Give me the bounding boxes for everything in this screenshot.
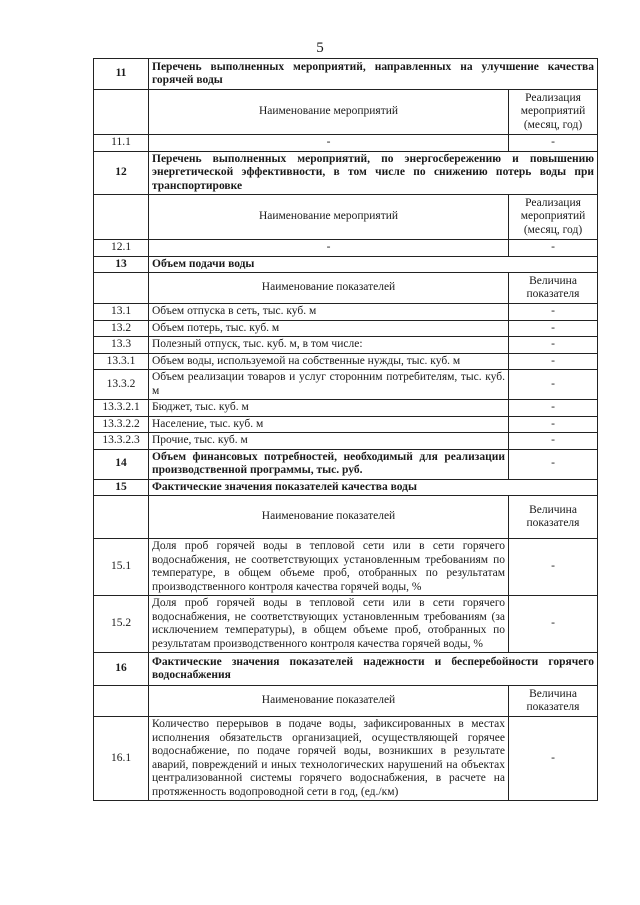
section-15-columns	[94, 496, 598, 539]
section-12-columns	[94, 195, 598, 240]
row-value: -	[509, 353, 598, 370]
row-name: Количество перерывов в подаче воды, зафиксированных в местах исполнения обязательств организацией, осуществляющей горячее водоснабжение, по подаче горячей воды, возникших в результате аварий, повреждений и иных технологических нарушений на объектах централизованной системы горячего водоснабжения, в расчете на протяженность водопроводной сети в год, (ед./км)	[149, 717, 509, 801]
row-name: Бюджет, тыс. куб. м	[149, 400, 509, 417]
section-title: Фактические значения показателей качества воды	[149, 479, 598, 496]
table-row	[94, 400, 598, 417]
section-title: Перечень выполненных мероприятий, направленных на улучшение качества горячей воды	[149, 59, 598, 90]
empty-cell	[94, 273, 149, 304]
empty-cell	[94, 195, 149, 240]
row-number: 13.3.2.3	[94, 433, 149, 450]
row-value: -	[509, 539, 598, 596]
section-11-header	[94, 59, 598, 90]
column-header-value: Величина показателя	[509, 686, 598, 717]
table-row	[94, 304, 598, 321]
row-number: 13.3.2.1	[94, 400, 149, 417]
row-value: -	[509, 337, 598, 354]
section-title: Объем финансовых потребностей, необходимый для реализации производственной программы, тыс. руб.	[149, 449, 509, 479]
section-number: 13	[94, 256, 149, 273]
row-name: Прочие, тыс. куб. м	[149, 433, 509, 450]
table-row	[94, 320, 598, 337]
table-row	[94, 353, 598, 370]
table-row	[94, 240, 598, 257]
column-header-name: Наименование мероприятий	[149, 90, 509, 135]
row-number: 13.3.2	[94, 370, 149, 400]
row-number: 15.1	[94, 539, 149, 596]
section-value: -	[509, 449, 598, 479]
row-name: -	[149, 240, 509, 257]
row-number: 15.2	[94, 596, 149, 653]
row-number: 13.3	[94, 337, 149, 354]
section-12-header	[94, 151, 598, 195]
section-13-columns	[94, 273, 598, 304]
empty-cell	[94, 686, 149, 717]
section-15-header	[94, 479, 598, 496]
row-value: -	[509, 135, 598, 152]
row-name: Объем воды, используемой на собственные нужды, тыс. куб. м	[149, 353, 509, 370]
row-number: 16.1	[94, 717, 149, 801]
row-number: 13.1	[94, 304, 149, 321]
row-value: -	[509, 596, 598, 653]
section-number: 11	[94, 59, 149, 90]
section-number: 12	[94, 151, 149, 195]
table-row	[94, 416, 598, 433]
row-number: 11.1	[94, 135, 149, 152]
row-number: 12.1	[94, 240, 149, 257]
section-title: Перечень выполненных мероприятий, по энергосбережению и повышению энергетической эффективности, в том числе по снижению потерь воды при транспортировке	[149, 151, 598, 195]
row-value: -	[509, 370, 598, 400]
section-13-header	[94, 256, 598, 273]
column-header-name: Наименование показателей	[149, 496, 509, 539]
column-header-value: Величина показателя	[509, 496, 598, 539]
column-header-value: Реализация мероприятий (месяц, год)	[509, 195, 598, 240]
row-value: -	[509, 320, 598, 337]
section-number: 15	[94, 479, 149, 496]
row-number: 13.3.1	[94, 353, 149, 370]
page-number: 5	[316, 40, 324, 56]
row-name: Доля проб горячей воды в тепловой сети или в сети горячего водоснабжения, не соответствующих установленным требованиям по температуре, в общем объеме проб, отобранных по результатам производственного контроля качества горячей воды, %	[149, 539, 509, 596]
column-header-value: Величина показателя	[509, 273, 598, 304]
empty-cell	[94, 90, 149, 135]
table-row	[94, 135, 598, 152]
table-row	[94, 337, 598, 354]
section-number: 16	[94, 653, 149, 686]
table-row	[94, 433, 598, 450]
row-value: -	[509, 400, 598, 417]
row-name: Объем реализации товаров и услуг сторонним потребителям, тыс. куб. м	[149, 370, 509, 400]
row-name: -	[149, 135, 509, 152]
column-header-name: Наименование показателей	[149, 273, 509, 304]
column-header-name: Наименование показателей	[149, 686, 509, 717]
table-row	[94, 370, 598, 400]
report-table	[93, 58, 598, 801]
section-14-header	[94, 449, 598, 479]
section-title: Фактические значения показателей надежности и бесперебойности горячего водоснабжения	[149, 653, 598, 686]
column-header-value: Реализация мероприятий (месяц, год)	[509, 90, 598, 135]
row-value: -	[509, 717, 598, 801]
empty-cell	[94, 496, 149, 539]
row-name: Полезный отпуск, тыс. куб. м, в том числе:	[149, 337, 509, 354]
row-number: 13.3.2.2	[94, 416, 149, 433]
table-row	[94, 539, 598, 596]
row-number: 13.2	[94, 320, 149, 337]
section-16-columns	[94, 686, 598, 717]
row-name: Население, тыс. куб. м	[149, 416, 509, 433]
section-title: Объем подачи воды	[149, 256, 598, 273]
row-value: -	[509, 304, 598, 321]
row-name: Объем отпуска в сеть, тыс. куб. м	[149, 304, 509, 321]
section-number: 14	[94, 449, 149, 479]
table-row	[94, 717, 598, 801]
section-16-header	[94, 653, 598, 686]
row-value: -	[509, 433, 598, 450]
section-11-columns	[94, 90, 598, 135]
row-value: -	[509, 416, 598, 433]
row-name: Объем потерь, тыс. куб. м	[149, 320, 509, 337]
table-row	[94, 596, 598, 653]
column-header-name: Наименование мероприятий	[149, 195, 509, 240]
row-value: -	[509, 240, 598, 257]
row-name: Доля проб горячей воды в тепловой сети или в сети горячего водоснабжения, не соответствующих установленным требованиям (за исключением температуры), в общем объеме проб, отобранных по результатам производственного контроля качества горячей воды, %	[149, 596, 509, 653]
